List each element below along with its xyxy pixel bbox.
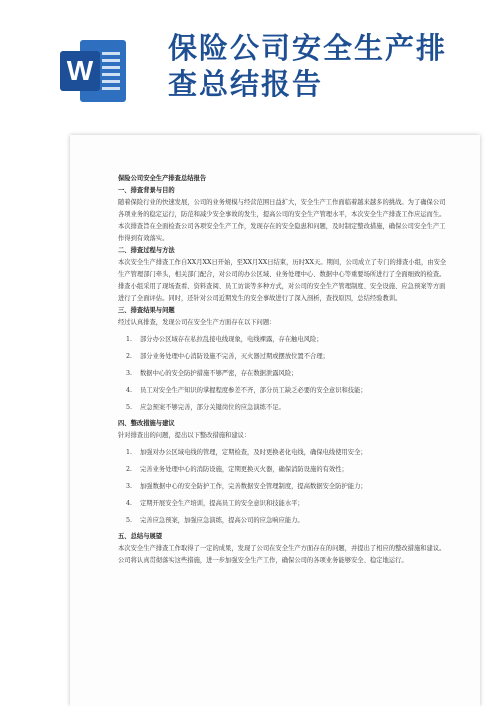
numbered-list xyxy=(118,334,448,414)
list-item-text: 数据中心的安全防护措施不够严密，存在数据泄露风险； xyxy=(140,370,298,377)
section-paragraph: 本次排查旨在全面检查公司各项安全生产工作，发现存在的安全隐患和问题，及时制定整改措施，确保公司安全生产工作得到有效落实。 xyxy=(118,223,446,242)
list-item-text: 部分办公区域存在私拉乱接电线现象，电线裸露，存在触电风险； xyxy=(140,336,323,343)
list-item-text: 完善业务处理中心的消防设施，定期更换灭火器，确保消防设施的有效性； xyxy=(140,466,348,473)
list-item-number: 5. xyxy=(126,404,133,411)
numbered-list xyxy=(118,447,448,527)
section-paragraph: 本次安全生产排查工作取得了一定的成果，发现了公司在安全生产方面存在的问题，并提出了相应的整改措施和建议。公司将认真贯彻落实这些措施，进一步加强安全生产工作，确保公司的各项业务能够安全、稳定地运行。 xyxy=(118,545,446,564)
list-item-number: 2. xyxy=(126,466,133,473)
list-item xyxy=(118,334,448,346)
list-item-text: 应急预案不够完善，部分关键岗位的应急演练不足。 xyxy=(140,404,285,411)
section-heading: 三、排查结果与问题 xyxy=(118,307,175,314)
section-heading: 二、排查过程与方法 xyxy=(118,247,175,254)
list-item xyxy=(118,385,448,397)
banner-title: 保险公司安全生产排查总结报告 xyxy=(168,31,448,101)
list-item-number: 1. xyxy=(126,449,133,456)
list-item-number: 4. xyxy=(126,387,133,394)
list-item-text: 加强数据中心的安全防护工作，完善数据安全管理制度，提高数据安全防护能力； xyxy=(140,483,367,490)
banner xyxy=(0,0,500,120)
section-paragraph: 本次安全生产排查工作自XX月XX日开始，至XX月XX日结束，历时XX天。期间，公司成立了专门的排查小组，由安全生产管理部门牵头，相关部门配合，对公司的办公区域、业务处理中心、数据中心等重要场所进行了全面细致的检查。 xyxy=(118,259,447,278)
word-letter-badge: W xyxy=(60,51,100,91)
list-item-number: 1. xyxy=(126,336,133,343)
list-item-number: 3. xyxy=(126,483,133,490)
list-item xyxy=(118,368,448,380)
list-item-number: 2. xyxy=(126,353,133,360)
document-title: 保险公司安全生产排查总结报告 xyxy=(118,175,207,182)
list-item xyxy=(118,447,448,459)
list-item-text: 员工对安全生产知识的掌握程度参差不齐，部分员工缺乏必要的安全意识和技能； xyxy=(140,387,367,394)
section-paragraph: 随着保险行业的快速发展，公司的业务规模与经营范围日益扩大，安全生产工作面临着越来越多的挑战。为了确保公司各项业务的稳定运行，防范和减少安全事故的发生，提高公司的安全生产管理水平，本次安全生产排查工作应运而生。 xyxy=(118,199,446,218)
word-document-icon xyxy=(60,40,128,102)
list-item xyxy=(118,515,448,527)
list-item-text: 加强对办公区域电线的管理，定期检查，及时更换老化电线，确保电线使用安全； xyxy=(140,449,367,456)
list-item xyxy=(118,498,448,510)
list-item xyxy=(118,481,448,493)
list-item xyxy=(118,464,448,476)
section-paragraph: 经过认真排查，发现公司在安全生产方面存在以下问题： xyxy=(118,319,276,326)
section-paragraph: 排查小组采用了现场查看、资料查阅、员工访谈等多种方式，对公司的安全生产管理制度、安全设施、应急预案等方面进行了全面评估。同时，还针对公司近期发生的安全事故进行了深入剖析，查找原因，总结经验教训。 xyxy=(118,283,446,302)
list-item-text: 部分业务处理中心消防设施不完善，灭火器过期或摆放位置不合理； xyxy=(140,353,329,360)
list-item-text: 完善应急预案，加强应急演练，提高公司的应急响应能力。 xyxy=(140,517,304,524)
list-item xyxy=(118,402,448,414)
list-item-number: 5. xyxy=(126,517,133,524)
list-item-number: 3. xyxy=(126,370,133,377)
list-item-number: 4. xyxy=(126,500,133,507)
section-paragraph: 针对排查出的问题，提出以下整改措施和建议： xyxy=(118,432,251,439)
list-item-text: 定期开展安全生产培训，提高员工的安全意识和技能水平； xyxy=(140,500,304,507)
document-content xyxy=(118,173,448,567)
list-item xyxy=(118,351,448,363)
section-heading: 四、整改措施与建议 xyxy=(118,420,175,427)
section-heading: 一、排查背景与目的 xyxy=(118,187,175,194)
section-heading: 五、总结与展望 xyxy=(118,533,163,540)
document-page xyxy=(70,135,480,706)
